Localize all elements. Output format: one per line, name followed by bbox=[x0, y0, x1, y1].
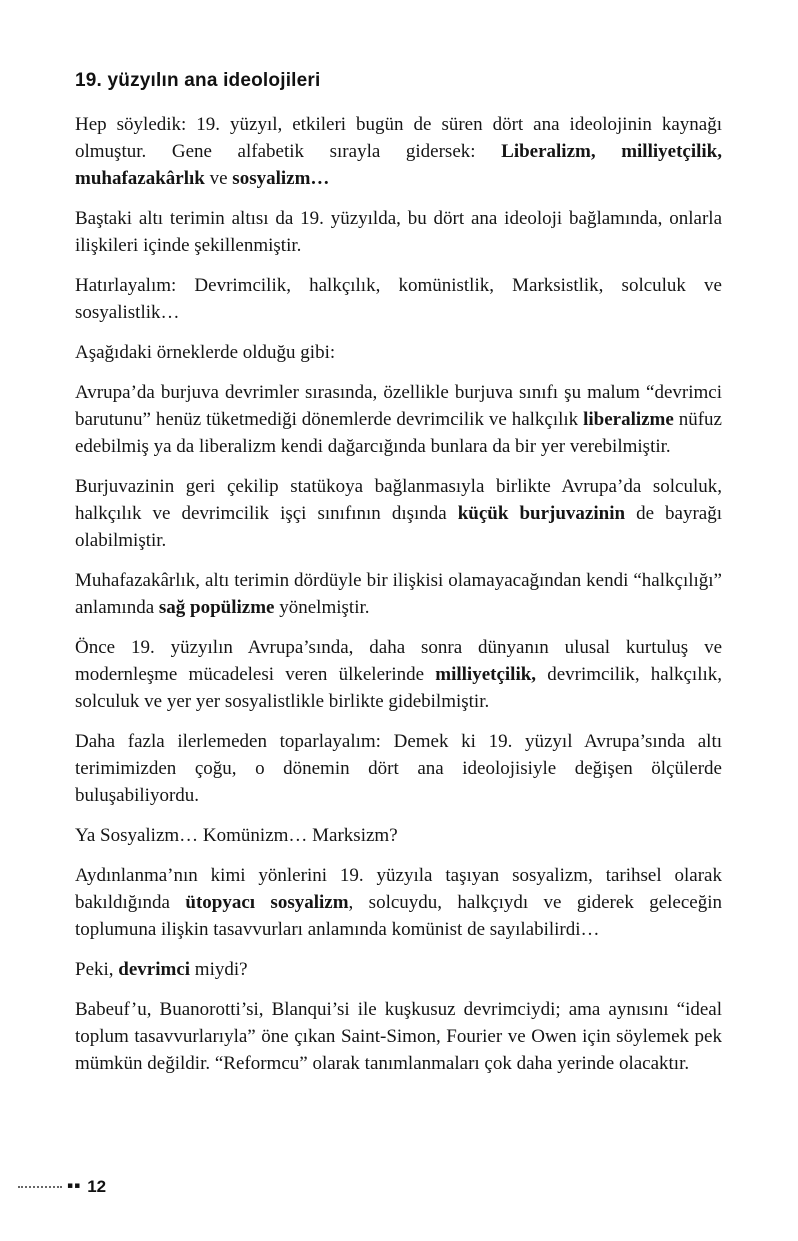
paragraph: Baştaki altı terimin altısı da 19. yüzyılda, bu dört ana ideoloji bağlamında, onlarla ilişkileri içinde şekillenmiştir. bbox=[75, 208, 722, 256]
paragraph: Aydınlanma’nın kimi yönlerini 19. yüzyıla taşıyan sosyalizm, tarihsel olarak bakıldığında ütopyacı sosyalizm, solcuydu, halkçıydı ve giderek geleceğin toplumuna ilişkin tasavvurları anlamında komünist de sayılabilirdi… bbox=[75, 865, 722, 940]
paragraph: Önce 19. yüzyılın Avrupa’sında, daha sonra dünyanın ulusal kurtuluş ve modernleşme mücadelesi veren ülkelerinde milliyetçilik, devrimcilik, halkçılık, solculuk ve yer yer sosyalistlikle birlikte gidebilmiştir. bbox=[75, 637, 722, 712]
paragraph: Aşağıdaki örneklerde olduğu gibi: bbox=[75, 342, 336, 363]
paragraph: Daha fazla ilerlemeden toparlayalım: Demek ki 19. yüzyıl Avrupa’sında altı terimimizden çoğu, o dönemin dört ana ideolojisiyle değişen ölçülerde buluşabiliyordu. bbox=[75, 731, 722, 806]
page-footer bbox=[18, 1178, 106, 1195]
paragraph: Peki, devrimci miydi? bbox=[75, 959, 248, 980]
page-number: 12 bbox=[87, 1177, 107, 1196]
page-content bbox=[75, 70, 722, 1090]
paragraph: Hatırlayalım: Devrimcilik, halkçılık, komünistlik, Marksistlik, solculuk ve sosyalistlik… bbox=[75, 275, 722, 323]
paragraph: Avrupa’da burjuva devrimler sırasında, özellikle burjuva sınıfı şu malum “devrimci barutunu” henüz tüketmediği dönemlerde devrimcilik ve halkçılık liberalizme nüfuz edebilmiş ya da liberalizm kendi dağarcığında bunlara da bir yer verebilmiştir. bbox=[75, 382, 722, 457]
paragraph: Muhafazakârlık, altı terimin dördüyle bir ilişkisi olamayacağından kendi “halkçılığı” anlamında sağ popülizme yönelmiştir. bbox=[75, 570, 722, 618]
paragraph: Babeuf’u, Buanorotti’si, Blanqui’si ile kuşkusuz devrimciydi; ama aynısını “ideal toplum tasavvurlarıyla” öne çıkan Saint-Simon, Fourier ve Owen için söylemek pek mümkün değildir. “Reformcu” olarak tanımlanmaları çok daha yerinde olacaktır. bbox=[75, 999, 722, 1074]
footer-squares-icon: ▪▪ bbox=[67, 1181, 82, 1191]
paragraph: Ya Sosyalizm… Komünizm… Marksizm? bbox=[75, 825, 398, 846]
paragraph: Burjuvazinin geri çekilip statükoya bağlanmasıyla birlikte Avrupa’da solculuk, halkçılık ve devrimcilik işçi sınıfının dışında küçük burjuvazinin de bayrağı olabilmiştir. bbox=[75, 476, 722, 551]
paragraph: Hep söyledik: 19. yüzyıl, etkileri bugün de süren dört ana ideolojinin kaynağı olmuştur. Gene alfabetik sırayla gidersek: Liberalizm, milliyetçilik, muhafazakârlık ve sosyalizm… bbox=[75, 114, 722, 189]
dotted-rule bbox=[18, 1186, 62, 1188]
section-title: 19. yüzyılın ana ideolojileri bbox=[75, 70, 321, 91]
